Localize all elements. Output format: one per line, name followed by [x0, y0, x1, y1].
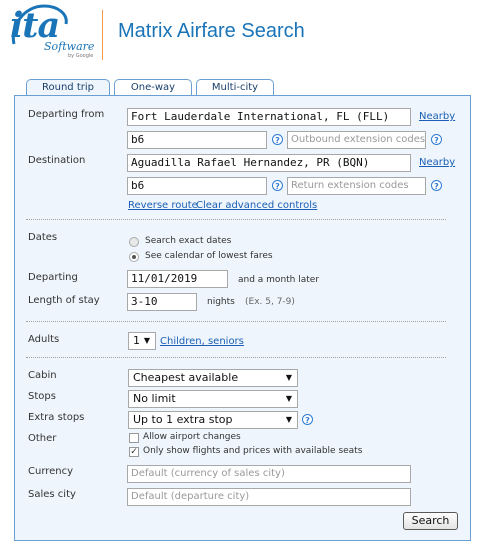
section-divider	[26, 321, 446, 322]
length-of-stay-label: Length of stay	[28, 295, 100, 306]
length-of-stay-input[interactable]: 3-10	[127, 293, 197, 311]
sales-city-input[interactable]: Default (departure city)	[127, 488, 411, 506]
outbound-extension-input[interactable]: Outbound extension codes	[287, 131, 426, 149]
page-title: Matrix Airfare Search	[118, 20, 305, 42]
return-extension-help-icon[interactable]: ?	[431, 180, 442, 191]
allow-airport-changes-label: Allow airport changes	[143, 432, 241, 442]
header-divider	[102, 10, 103, 60]
other-label: Other	[28, 433, 57, 444]
available-seats-checkbox[interactable]: ✓	[130, 447, 138, 457]
extra-stops-select-value: Up to 1 extra stop	[133, 413, 233, 426]
stay-hint: (Ex. 5, 7-9)	[245, 297, 295, 307]
departing-date-input[interactable]: 11/01/2019	[127, 270, 228, 288]
destination-input[interactable]: Aguadilla Rafael Hernandez, PR (BQN)	[127, 154, 411, 172]
extra-stops-help-icon[interactable]: ?	[302, 414, 313, 425]
destination-label: Destination	[28, 155, 86, 166]
origin-input[interactable]: Fort Lauderdale International, FL (FLL)	[127, 108, 411, 126]
section-divider	[26, 357, 446, 358]
return-routing-code-input[interactable]: b6	[127, 177, 267, 195]
outbound-routing-code-input[interactable]: b6	[127, 131, 267, 149]
calendar-radio[interactable]	[129, 252, 139, 262]
logo-byline: by Google	[68, 53, 94, 59]
destination-nearby-link[interactable]: Nearby	[419, 157, 456, 168]
allow-airport-changes-checkbox[interactable]	[129, 433, 139, 443]
nights-label: nights	[207, 297, 235, 307]
departing-label: Departing	[28, 272, 78, 283]
return-routing-help-icon[interactable]: ?	[272, 180, 283, 191]
sales-city-label: Sales city	[28, 489, 76, 500]
stops-select-value: No limit	[133, 392, 176, 405]
cabin-select-value: Cheapest available	[133, 371, 239, 384]
stops-select[interactable]	[128, 390, 298, 408]
outbound-routing-help-icon[interactable]: ?	[272, 134, 283, 145]
return-extension-input[interactable]: Return extension codes	[287, 177, 426, 195]
chevron-down-icon: ▼	[285, 415, 292, 424]
adults-select[interactable]	[128, 332, 156, 350]
stops-label: Stops	[28, 391, 56, 402]
cabin-label: Cabin	[28, 370, 57, 381]
adults-select-value: 1	[133, 334, 140, 347]
children-seniors-link[interactable]: Children, seniors	[160, 336, 244, 347]
available-seats-label: Only show flights and prices with available seats	[143, 446, 363, 456]
origin-nearby-link[interactable]: Nearby	[419, 111, 456, 122]
currency-label: Currency	[28, 466, 74, 477]
chevron-down-icon: ▼	[285, 373, 292, 382]
adults-label: Adults	[28, 334, 60, 345]
chevron-down-icon: ▼	[143, 336, 150, 345]
tab-multi-city[interactable]: Multi-city	[196, 79, 274, 95]
ita-logo: ita	[10, 5, 60, 46]
departing-range-text: and a month later	[238, 275, 320, 285]
tab-round-trip[interactable]: Round trip	[26, 79, 110, 97]
outbound-extension-help-icon[interactable]: ?	[431, 134, 442, 145]
logo-subtitle: Software	[44, 40, 95, 53]
currency-input[interactable]: Default (currency of sales city)	[127, 465, 411, 483]
extra-stops-label: Extra stops	[28, 412, 85, 423]
clear-advanced-controls-link[interactable]: Clear advanced controls	[196, 200, 318, 211]
reverse-route-link[interactable]: Reverse route	[128, 200, 198, 211]
search-button[interactable]: Search	[403, 512, 458, 530]
extra-stops-select[interactable]	[128, 411, 298, 429]
exact-dates-label: Search exact dates	[145, 236, 232, 246]
cabin-select[interactable]	[128, 369, 298, 387]
section-divider	[26, 219, 446, 220]
calendar-label: See calendar of lowest fares	[145, 251, 273, 261]
dates-label: Dates	[28, 232, 58, 243]
departing-from-label: Departing from	[28, 109, 105, 120]
exact-dates-radio[interactable]	[129, 237, 139, 247]
chevron-down-icon: ▼	[285, 394, 292, 403]
tab-one-way[interactable]: One-way	[114, 79, 192, 95]
